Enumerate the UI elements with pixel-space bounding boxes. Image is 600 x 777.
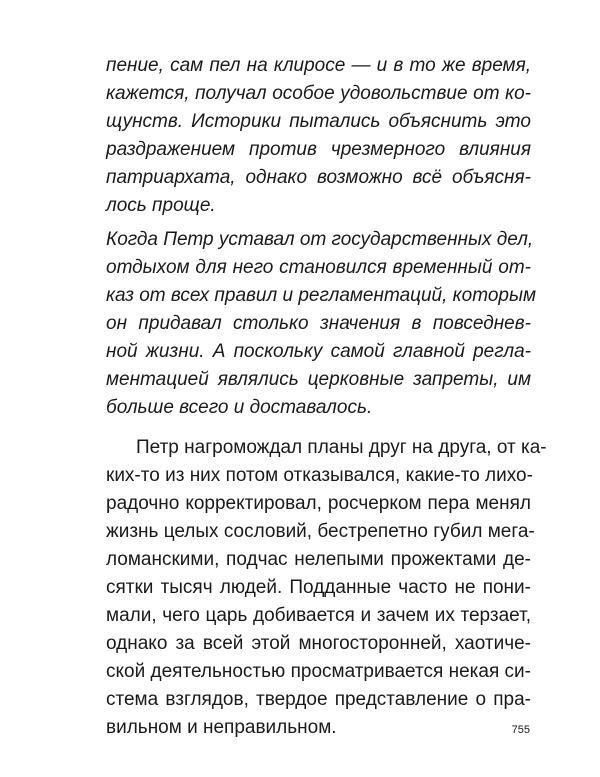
text-line: стема взглядов, твердое представление о пра- <box>106 689 531 710</box>
text-line: однако за всей этой многосторонней, хаотиче- <box>106 633 531 654</box>
text-line: он придавал столько значения в повседнев- <box>106 313 531 334</box>
text-line: ской деятельностью просматривается некая си- <box>106 661 531 682</box>
text-line: щунств. Историки пытались объяснить это <box>106 111 531 132</box>
text-line: лось проще. <box>106 195 216 216</box>
text-line: ких-то из них потом отказывался, какие-то лихо- <box>106 465 533 486</box>
text-line: отдыхом для него становился временный от- <box>106 257 531 278</box>
text-line: вильном и неправильном. <box>106 717 337 738</box>
text-line: ментацией являлись церковные запреты, им <box>106 369 531 390</box>
text-line: пение, сам пел на клиросе — и в то же время, <box>106 55 531 76</box>
text-line: патриархата, однако возможно всё объясня- <box>106 167 531 188</box>
text-line: радочно корректировал, росчерком пера менял <box>106 493 531 514</box>
text-line: Петр нагромождал планы друг на друга, от ка- <box>136 437 547 458</box>
text-line: жизнь целых сословий, бестрепетно губил мега- <box>106 521 535 542</box>
text-line: сятки тысяч людей. Подданные часто не пони- <box>106 577 531 598</box>
text-line: мали, чего царь добивается и зачем их терзает, <box>106 605 531 626</box>
text-line: Когда Петр уставал от государственных дел, <box>106 229 534 250</box>
text-line: больше всего и доставалось. <box>106 397 373 418</box>
text-line: кажется, получал особое удовольствие от ко- <box>106 83 531 104</box>
text-line: каз от всех правил и регламентаций, которым <box>106 285 536 306</box>
page-number: 755 <box>511 724 530 736</box>
text-line: раздражением против чрезмерного влияния <box>106 139 531 160</box>
text-line: ломанскими, подчас нелепыми прожектами де- <box>106 549 531 570</box>
text-line: ной жизни. А поскольку самой главной регла- <box>106 341 531 362</box>
